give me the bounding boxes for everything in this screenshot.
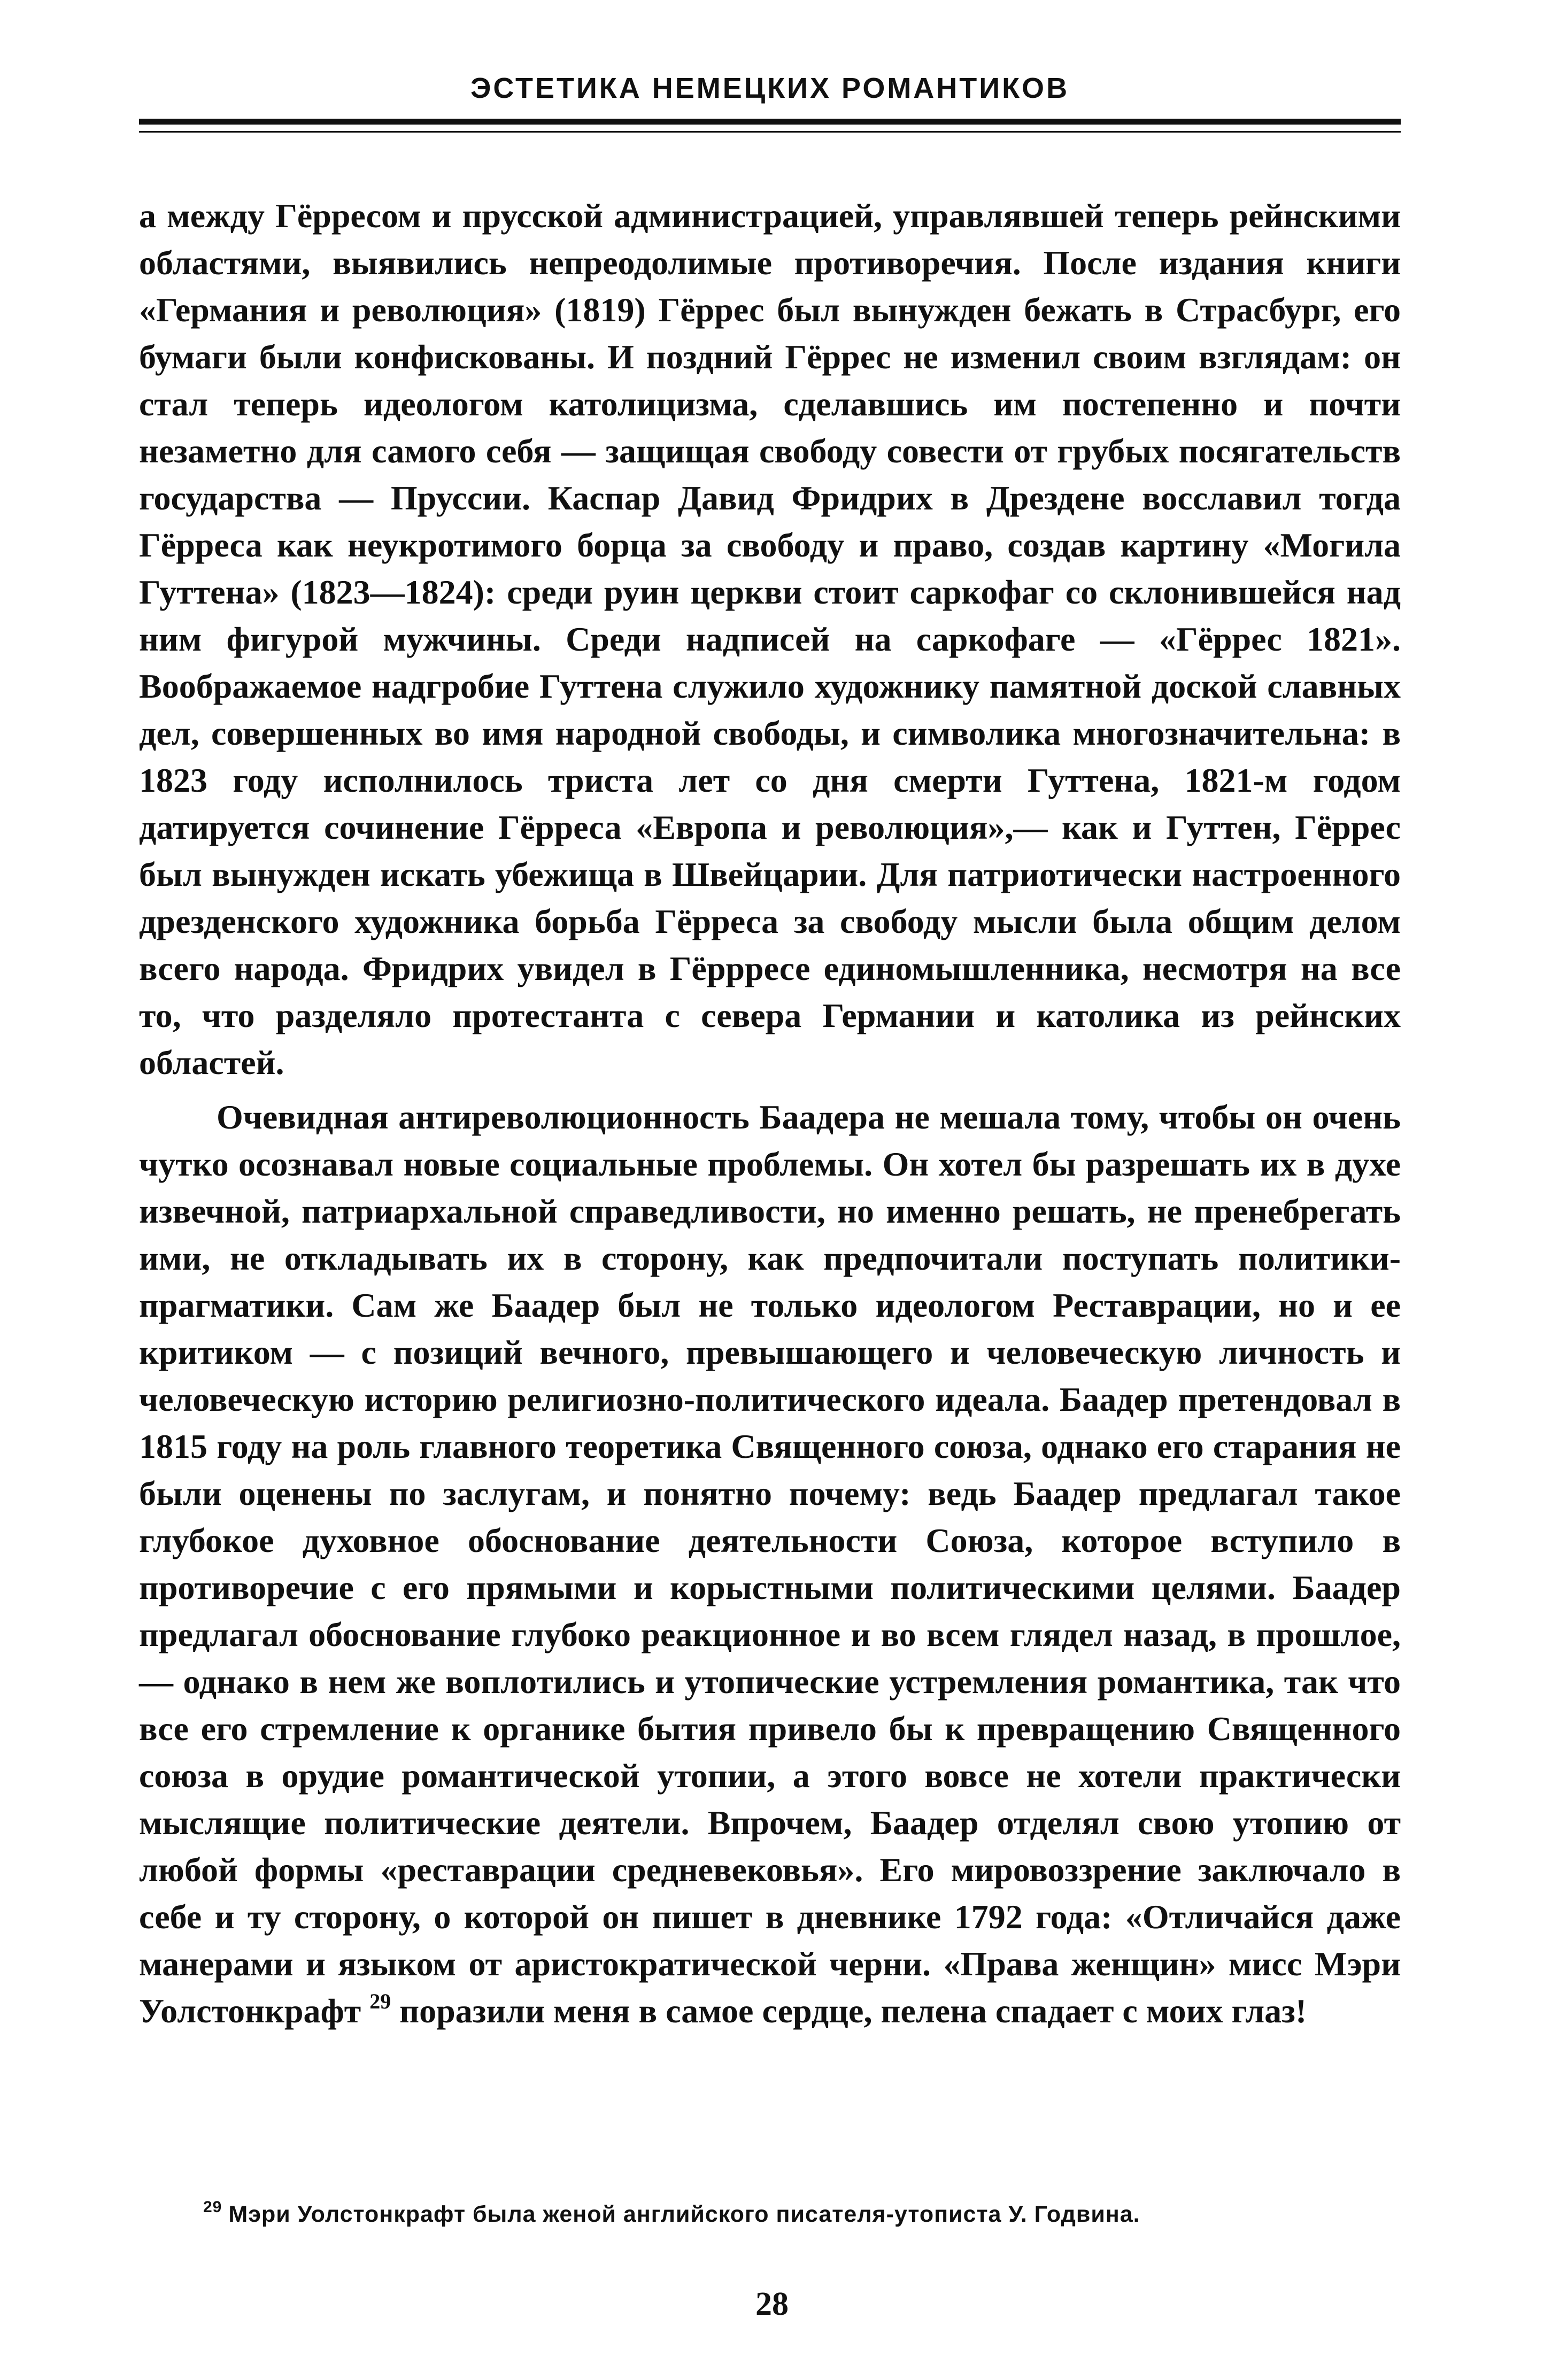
paragraph-1: а между Гёрресом и прусской администрацией, управлявшей теперь рейнскими областями, выявились непреодолимые противоречия. После издания книги «Германия и революция» (1819) Гёррес был вынужден бежать в Страсбург, его бумаги были конфискованы. И поздний Гёррес не изменил своим взглядам: он стал теперь идеологом католицизма, сделавшись им постепенно и почти незаметно для самого себя — защищая свободу совести от грубых посягательств государства — Пруссии. Каспар Давид Фридрих в Дрездене восславил тогда Гёрреса как неукротимого борца за свободу и право, создав картину «Могила Гуттена» (1823—1824): среди руин церкви стоит саркофаг со склонившейся над ним фигурой мужчины. Среди надписей на саркофаге — «Гёррес 1821». Воображаемое надгробие Гуттена служило художнику памятной доской славных дел, совершенных во имя народной свободы, и символика многозначительна: в 1823 году исполнилось триста лет со дня смерти Гуттена, 1821-м годом датируется сочинение Гёрреса «Европа и революция»,— как и Гуттен, Гёррес был вынужден искать убежища в Швейцарии. Для патриотически настроенного дрезденского художника борьба Гёрреса за свободу мысли была общим делом всего народа. Фридрих увидел в Гёррресе единомышленника, несмотря на все то, что разделяло протестанта с севера Германии и католика из рейнских областей. xyxy=(139,197,1401,1081)
paragraph-2-tail: поразили меня в самое сердце, пелена спадает с моих глаз! xyxy=(391,1992,1307,2030)
page-number: 28 xyxy=(755,2286,789,2322)
paragraph-2 xyxy=(139,1094,1401,2035)
header-rule-thick xyxy=(139,119,1401,125)
footnote-mark: 29 xyxy=(203,2198,222,2216)
footnote-text: Мэри Уолстонкрафт была женой английского писателя-утописта У. Годвина. xyxy=(228,2201,1140,2227)
paragraph-2-text: Очевидная антиреволюционность Баадера не мешала тому, чтобы он очень чутко осознавал новые социальные проблемы. Он хотел бы разрешать их в духе извечной, патриархальной справедливости, но именно решать, не пренебрегать ими, не откладывать их в сторону, как предпочитали поступать политики-прагматики. Сам же Баадер был не только идеологом Реставрации, но и ее критиком — с позиций вечного, превышающего и человеческую личность и человеческую историю религиозно-политического идеала. Баадер претендовал в 1815 году на роль главного теоретика Священного союза, однако его старания не были оценены по заслугам, и понятно почему: ведь Баадер предлагал такое глубокое духовное обоснование деятельности Союза, которое вступило в противоречие с его прямыми и корыстными политическими целями. Баадер предлагал обоснование глубоко реакционное и во всем глядел назад, в прошлое,— однако в нем же воплотились и утопические устремления романтика, так что все его стремление к органике бытия привело бы к превращению Священного союза в орудие романтической утопии, а этого вовсе не хотели практически мыслящие политические деятели. Впрочем, Баадер отделял свою утопию от любой формы «реставрации средневековья». Его мировоззрение заключало в себе и ту сторону, о которой он пишет в дневнике 1792 года: «Отличайся даже манерами и языком от аристократической черни. «Права женщин» мисс Мэри Уолстонкрафт xyxy=(139,1098,1401,2030)
footnote xyxy=(203,2198,1401,2230)
body-text xyxy=(139,192,1401,2035)
running-title: ЭСТЕТИКА НЕМЕЦКИХ РОМАНТИКОВ xyxy=(470,72,1070,104)
header-rule-thin xyxy=(139,131,1401,133)
footnote-reference: 29 xyxy=(369,1989,391,2013)
